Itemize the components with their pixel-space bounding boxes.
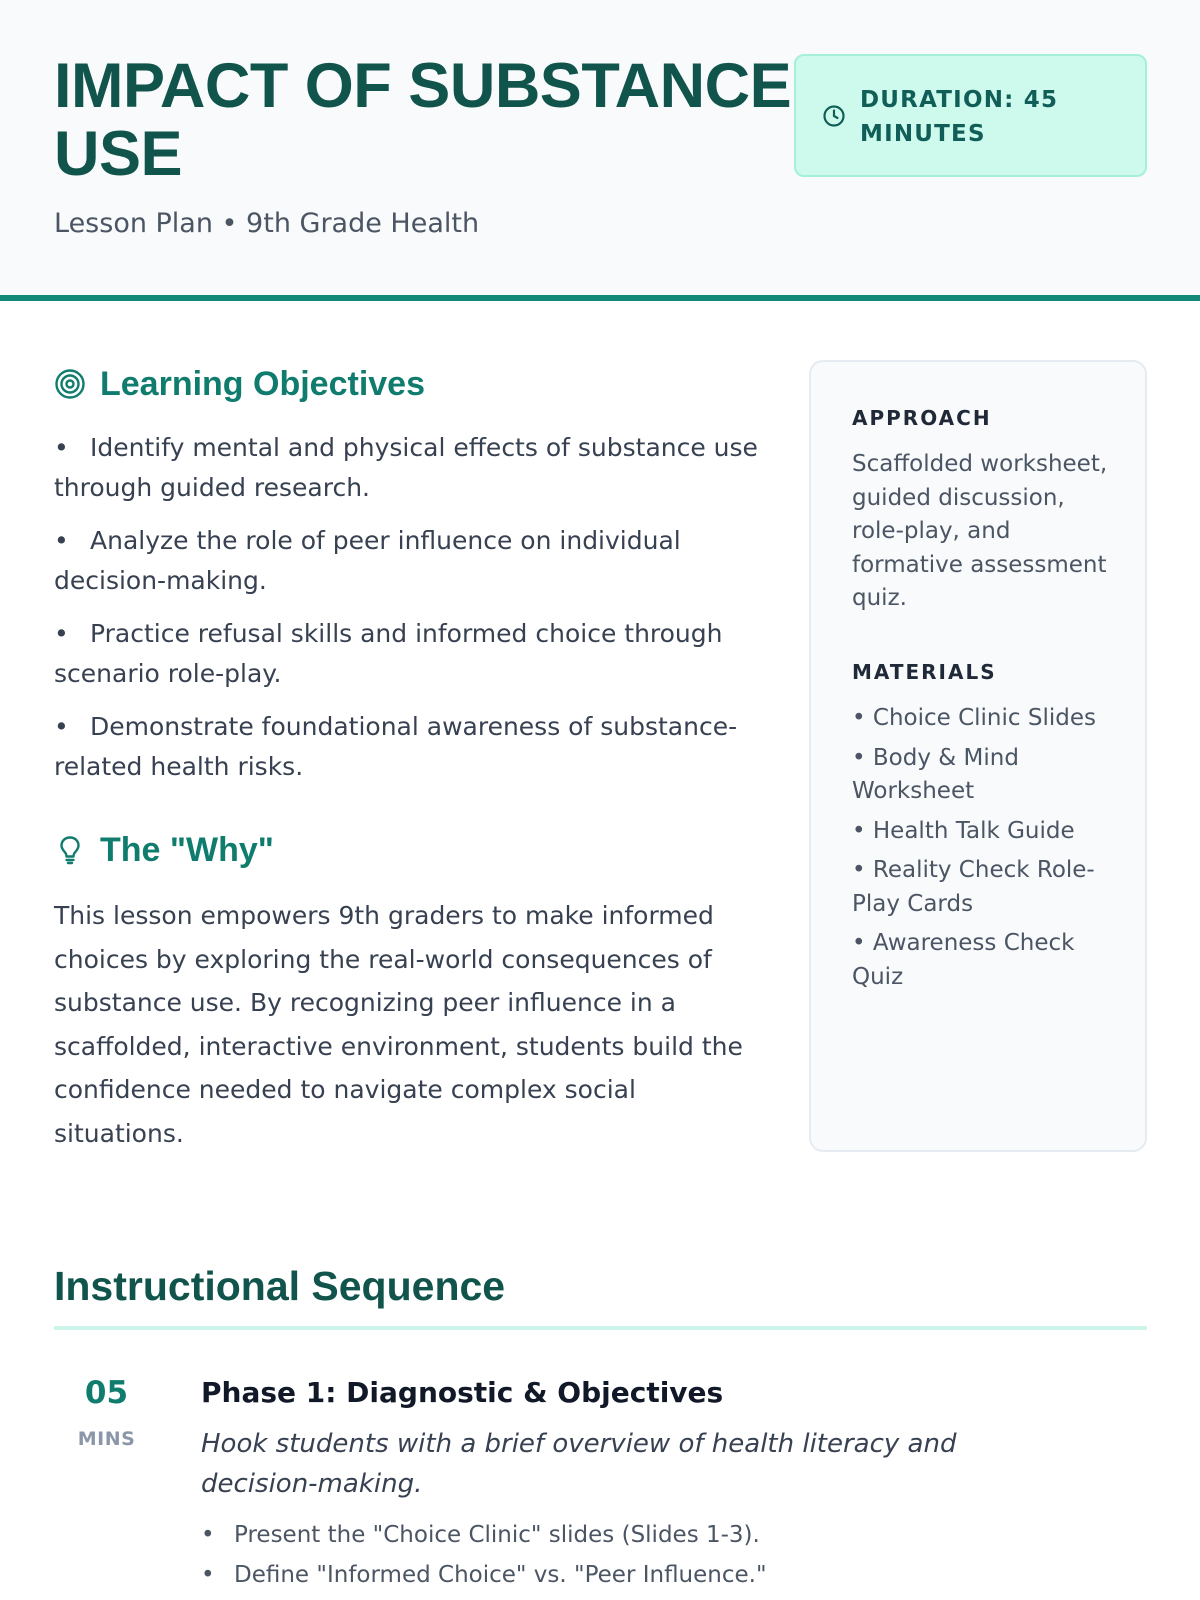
why-heading-text: The "Why" <box>100 831 274 869</box>
phase-description: Hook students with a brief overview of health literacy and decision-making. <box>201 1429 957 1499</box>
list-item: • Health Talk Guide <box>852 817 1075 844</box>
phase-title: Phase 1: Diagnostic & Objectives <box>201 1376 724 1409</box>
list-item: • Reality Check Role-Play Cards <box>852 857 1095 917</box>
list-item: • Practice refusal skills and informed choice through scenario role-play. <box>54 619 723 688</box>
objectives-list <box>54 428 774 800</box>
why-heading <box>54 830 274 870</box>
objectives-heading-text: Learning Objectives <box>100 365 425 403</box>
duration-text: DURATION: 45 MINUTES <box>860 87 1059 147</box>
lesson-title: IMPACT OF SUBSTANCE USE <box>54 51 792 189</box>
phase-minutes: 05 <box>84 1375 129 1411</box>
divider <box>54 1326 1147 1330</box>
why-paragraph: This lesson empowers 9th graders to make informed choices by exploring the real-world consequences of substance use. By recognizing peer influence in a scaffolded, interactive environment, students build the confidence needed to navigate complex social situations. <box>54 901 743 1148</box>
duration-badge <box>794 54 1147 177</box>
list-item: • Analyze the role of peer influence on individual decision-making. <box>54 526 681 595</box>
objectives-heading <box>54 364 425 404</box>
list-item: • Define "Informed Choice" vs. "Peer Influence." <box>201 1562 767 1588</box>
phase-steps <box>201 1515 1101 1595</box>
target-icon <box>54 368 86 400</box>
list-item: • Present the "Choice Clinic" slides (Slides 1-3). <box>201 1522 760 1548</box>
approach-text: Scaffolded worksheet, guided discussion, role-play, and formative assessment quiz. <box>852 451 1108 611</box>
list-item: • Identify mental and physical effects of substance use through guided research. <box>54 433 758 502</box>
phase-minutes-unit: MINS <box>77 1428 136 1450</box>
lesson-header <box>0 0 1200 301</box>
list-item: • Demonstrate foundational awareness of substance-related health risks. <box>54 712 738 781</box>
list-item: • Choice Clinic Slides <box>852 705 1096 731</box>
list-item: • Awareness Check Quiz <box>852 930 1075 990</box>
clock-icon <box>822 104 846 128</box>
materials-list <box>852 702 1112 1000</box>
lightbulb-icon <box>54 834 86 866</box>
approach-label: APPROACH <box>852 406 992 430</box>
lesson-subtitle: Lesson Plan • 9th Grade Health <box>54 208 480 239</box>
sequence-title: Instructional Sequence <box>54 1263 506 1309</box>
approach-materials-panel <box>809 360 1147 1152</box>
materials-label: MATERIALS <box>852 660 997 684</box>
list-item: • Body & Mind Worksheet <box>852 744 1019 804</box>
